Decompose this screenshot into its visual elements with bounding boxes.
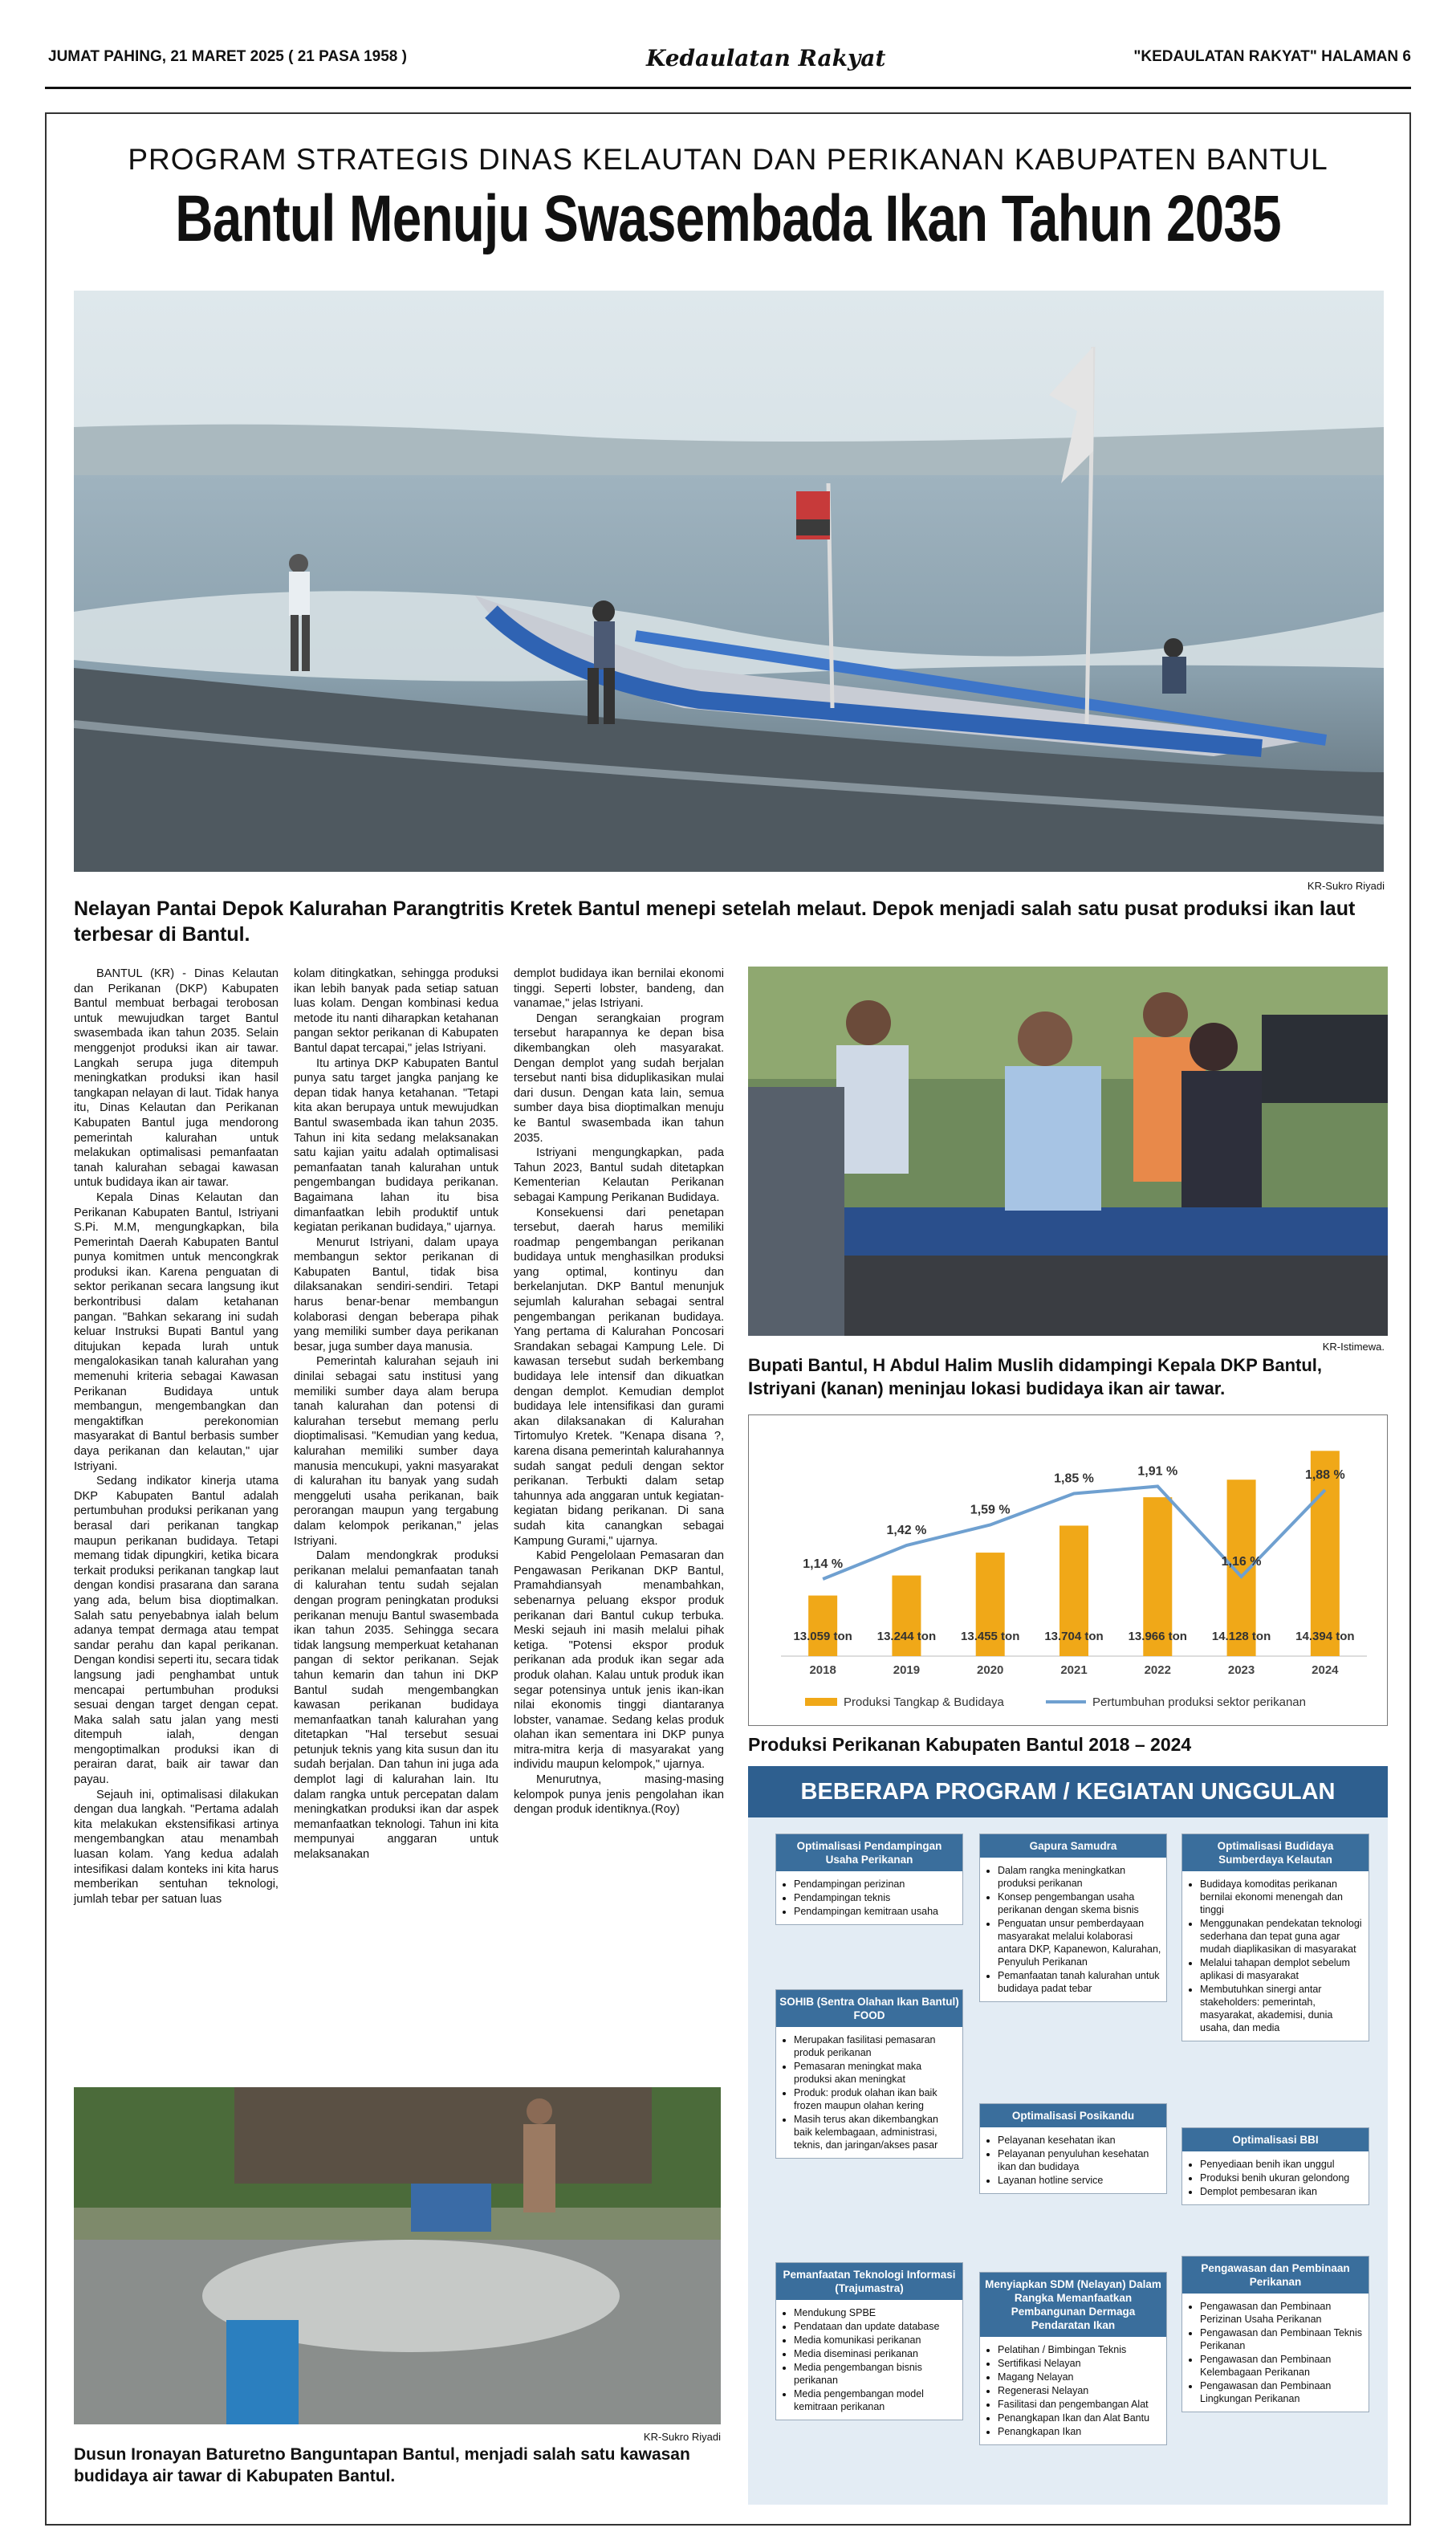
program-card-item: • Pemasaran meningkat maka produksi akan meningkat — [794, 2060, 958, 2086]
paragraph: kolam ditingkatkan, sehingga produksi ikan lebih banyak pada setiap satuan luas kolam. Dengan kombinasi kedua metode itu nanti diharapkan ketahanan pangan sektor perikanan di Kabupaten Bantul dapat tercapai," jelas Istriyani. — [294, 967, 498, 1055]
production-chart-svg — [749, 1415, 1387, 1725]
paragraph: Sejauh ini, optimalisasi dilakukan dengan dua langkah. "Pertama adalah kita melakukan ekstensifikasi artinya mengembangkan atau menambah luasan kolam. Yang kedua adalah intesifikasi dalam konteks ini kita harus memberikan sentuhan teknologi, jumlah tebar per satuan luas — [74, 1788, 279, 1906]
bar-2018 — [808, 1596, 837, 1656]
bottom-photo-caption: Dusun Ironayan Baturetno Banguntapan Bantul, menjadi salah satu kawasan budidaya air tawar di Kabupaten Bantul. — [74, 2445, 690, 2485]
growth-label-2022: 1,91 % — [1137, 1464, 1178, 1479]
program-card-item: • Media komunikasi perikanan — [794, 2334, 958, 2347]
paragraph: Sedang indikator kinerja utama DKP Kabupaten Bantul adalah pertumbuhan produksi perikanan yang berasal dari perikanan tangkap maupun perikanan budidaya. Tetapi memang tidak dipungkiri, ketika bicara terkait produksi perikanan tangkap laut dengan kondisi prasarana dan sarana yang ada, belum bisa dioptimalkan. Salah satu penyebabnya ialah belum adanya tempat dermaga atau tempat sandar perahu dan kapal perikanan. Dengan kondisi seperti itu, secara tidak langsung jadi penghambat untuk mencapai pertumbuhan produksi sesuai dengan target dengan cepat. Maka salah satu jalan yang mesti ditempuh ialah, dengan mengoptimalkan produksi ikan di perairan darat, baik air tawar dan payau. — [74, 1475, 279, 1787]
bar-label-2024: 14.394 ton — [1295, 1630, 1355, 1643]
article-headline: Bantul Menuju Swasembada Ikan Tahun 2035 — [175, 182, 1281, 255]
program-card-item: • Sertifikasi Nelayan — [998, 2357, 1161, 2370]
paragraph: Itu artinya DKP Kabupaten Bantul punya satu target jangka panjang ke depan tidak hanya ketahanan. "Tetapi kita akan berupaya untuk mewujudkan Bantul swasembada ikan tahun 2035. Tahun ini kita sedang melaksanakan satu kajian yaitu adalah optimalisasi pemanfaatan tanah kalurahan untuk pengembangan budidaya perikanan. Bagaimana lahan itu bisa dimanfaatkan lebih produktif untuk kegiatan perikanan budidaya," ujarnya. — [294, 1056, 498, 1235]
paragraph: Kepala Dinas Kelautan dan Perikanan Kabupaten Bantul, Istriyani S.Pi. M.M, mengungkapkan, bila Pemerintah Daerah Kabupaten Bantul punya komitmen untuk mencongkrak produksi ikan. Karena penguatan di sektor perikanan secara langsung ikut berkontribusi dalam ketahanan pangan. "Bahkan sekarang ini sudah keluar Instruksi Bupati Bantul yang ditujukan kepada lurah untuk mengalokasikan tanah kalurahan yang memenuhi kriteria sebagai Kawasan Perikanan Budidaya untuk membangun, mengembangkan dan mengaktifkan perekonomian masyarakat di Bantul berbasis sumber daya perikanan dan kelautan," ujar Istriyani. — [74, 1191, 279, 1473]
program-card-item: • Magang Nelayan — [998, 2371, 1161, 2383]
fish-pond-image — [74, 2087, 721, 2424]
program-card-item: • Pemanfaatan tanah kalurahan untuk budidaya padat tebar — [998, 1969, 1161, 1995]
paragraph: BANTUL (KR) - Dinas Kelautan dan Perikanan (DKP) Kabupaten Bantul membuat berbagai terobosan untuk mewujudkan target Bantul swasembada ikan tahun 2035. Selain menggenjot produksi ikan air tawar. Langkah serupa juga ditempuh meningkatkan produksi ikan hasil tangkapan nelayan di laut. Tidak hanya itu, Dinas Kelautan dan Perikanan Kabupaten Bantul juga mendorong pemerintah kalurahan untuk melakukan optimalisasi pemanfaatan tanah kalurahan sebagai kawasan untuk budidaya ikan air tawar. — [74, 967, 279, 1190]
program-card-list — [787, 1878, 958, 1918]
article-column-1 — [74, 967, 279, 1907]
article-column-3 — [514, 967, 724, 1817]
growth-label-2021: 1,85 % — [1054, 1471, 1094, 1486]
program-card-item: • Media diseminasi perikanan — [794, 2347, 958, 2360]
program-card-item: • Pelayanan kesehatan ikan — [998, 2134, 1161, 2147]
officials-pond-image — [748, 967, 1388, 1336]
page-number: "KEDAULATAN RAKYAT" HALAMAN 6 — [1133, 48, 1411, 65]
program-card-item: • Budidaya komoditas perikanan bernilai ekonomi menengah dan tinggi — [1200, 1878, 1364, 1916]
program-card-item: • Pendampingan teknis — [794, 1891, 958, 1904]
program-card-list — [991, 1864, 1161, 1995]
program-card-title: Optimalisasi BBI — [1182, 2128, 1369, 2151]
program-card-title: Gapura Samudra — [980, 1834, 1166, 1858]
legend-bar-swatch — [805, 1698, 837, 1706]
program-card-item: • Pengawasan dan Pembinaan Teknis Perikanan — [1200, 2326, 1364, 2352]
program-card — [979, 2272, 1167, 2445]
program-card-item: • Penyediaan benih ikan unggul — [1200, 2158, 1364, 2171]
bar-label-2022: 13.966 ton — [1128, 1630, 1187, 1643]
bar-2019 — [892, 1576, 921, 1656]
program-card-item: • Regenerasi Nelayan — [998, 2384, 1161, 2397]
program-card-item: • Fasilitasi dan pengembangan Alat — [998, 2398, 1161, 2411]
article-kicker: PROGRAM STRATEGIS DINAS KELAUTAN DAN PERIKANAN KABUPATEN BANTUL — [128, 143, 1328, 176]
paragraph: demplot budidaya ikan bernilai ekonomi tinggi. Seperti lobster, bandeng, dan vanamae," jelas Istriyani. — [514, 967, 724, 1011]
x-tick-2024: 2024 — [1312, 1663, 1339, 1677]
bar-label-2018: 13.059 ton — [793, 1630, 852, 1643]
bar-label-2021: 13.704 ton — [1044, 1630, 1104, 1643]
bar-label-2023: 14.128 ton — [1211, 1630, 1271, 1643]
newspaper-logo: Kedaulatan Rakyat — [646, 45, 886, 71]
programs-title: BEBERAPA PROGRAM / KEGIATAN UNGGULAN — [748, 1766, 1388, 1817]
program-card-item: • Produk: produk olahan ikan baik frozen maupun olahan kering — [794, 2086, 958, 2112]
program-card — [775, 2262, 963, 2420]
legend-bar-label: Produksi Tangkap & Budidaya — [844, 1695, 1004, 1709]
page-date: JUMAT PAHING, 21 MARET 2025 ( 21 PASA 1958 ) — [48, 48, 407, 65]
growth-label-2019: 1,42 % — [886, 1524, 927, 1537]
program-card-item: • Masih terus akan dikembangkan baik kelembagaan, administrasi, teknis, dan jaringan/akses pasar — [794, 2113, 958, 2151]
x-tick-2020: 2020 — [977, 1663, 1004, 1677]
program-card-title: Pemanfaatan Teknologi Informasi (Trajumastra) — [776, 2263, 962, 2300]
bottom-photo-credit: KR-Sukro Riyadi — [643, 2431, 721, 2443]
program-card — [1181, 2127, 1369, 2205]
program-card-item: • Merupakan fasilitasi pemasaran produk perikanan — [794, 2033, 958, 2059]
program-card-item: • Melalui tahapan demplot sebelum aplikasi di masyarakat — [1200, 1956, 1364, 1982]
x-tick-2022: 2022 — [1144, 1663, 1171, 1677]
main-photo-credit: KR-Sukro Riyadi — [1307, 880, 1385, 892]
program-card-item: • Layanan hotline service — [998, 2174, 1161, 2187]
program-card-item: • Penangkapan Ikan dan Alat Bantu — [998, 2412, 1161, 2424]
program-card-title: Optimalisasi Posikandu — [980, 2104, 1166, 2127]
program-card-item: • Pendampingan kemitraan usaha — [794, 1905, 958, 1918]
paragraph: Menurutnya, masing-masing kelompok punya jenis pengolahan ikan dengan produk identiknya.(Roy) — [514, 1773, 724, 1817]
program-card — [775, 1834, 963, 1925]
growth-label-2023: 1,16 % — [1221, 1555, 1262, 1569]
growth-label-2020: 1,59 % — [970, 1503, 1011, 1517]
program-card-item: • Pengawasan dan Pembinaan Lingkungan Perikanan — [1200, 2379, 1364, 2405]
pond-photo — [74, 2087, 721, 2424]
program-card-item: • Dalam rangka meningkatkan produksi perikanan — [998, 1864, 1161, 1890]
program-card-title: Menyiapkan SDM (Nelayan) Dalam Rangka Memanfaatkan Pembangunan Dermaga Pendaratan Ikan — [980, 2273, 1166, 2337]
right-photo-credit: KR-Istimewa. — [1322, 1341, 1385, 1353]
program-card — [979, 2103, 1167, 2194]
paragraph: Dengan serangkaian program tersebut harapannya ke depan bisa dikembangkan oleh masyarakat. Dengan demplot yang sudah berjalan tersebut nanti bisa diduplikasikan mulai dari dusun. Dengan kata lain, semua sumber daya bisa dioptimalkan menuju ke Bantul swasembada ikan tahun 2035. — [514, 1011, 724, 1145]
program-card — [1181, 1834, 1369, 2041]
program-card-list — [1194, 2300, 1364, 2405]
program-card-title: Optimalisasi Budidaya Sumberdaya Kelautan — [1182, 1834, 1369, 1871]
paragraph: Menurut Istriyani, dalam upaya membangun sektor perikanan di Kabupaten Bantul, tidak bisa dilaksanakan sendiri-sendiri. Tetapi harus benar-benar membangun kolaborasi dengan beberapa pihak yang memiliki sumber daya perikanan besar, juga sumber daya manusia. — [294, 1235, 498, 1353]
article-column-2 — [294, 967, 498, 1862]
growth-label-2018: 1,14 % — [803, 1557, 844, 1571]
program-card-title: Pengawasan dan Pembinaan Perikanan — [1182, 2257, 1369, 2294]
x-tick-2023: 2023 — [1227, 1663, 1255, 1677]
program-card-item: • Membutuhkan sinergi antar stakeholders: pemerintah, masyarakat, akademisi, dunia usaha, dan media — [1200, 1983, 1364, 2034]
program-card — [775, 1989, 963, 2159]
program-card-item: • Media pengembangan model kemitraan perikanan — [794, 2387, 958, 2413]
paragraph: Konsekuensi dari penetapan tersebut, daerah harus memiliki roadmap pengembangan perikanan budidaya untuk menghasilkan produksi yang optimal, kontinyu dan berkelanjutan. DKP Bantul menunjuk sejumlah kalurahan sebagai sentral pengembangan perikanan budidaya. Yang pertama di Kalurahan Poncosari Srandakan sebagai Kampung Lele. Di kawasan tersebut sudah berkembang budidaya lele intensif dan dikuatkan dengan demplot. Kemudian demplot budidaya lele intensifikasi dan gurami akan dilaksanakan di Kalurahan Tirtomulyo Kretek. "Kenapa disana ?, karena disana pemerintah kalurahannya sudah sangat peduli dengan sektor perikanan. Terbukti dalam setap tahunnya ada anggaran untuk kegiatan-kegiatan bidang perikanan. Di sana sudah kita canangkan sebagai Kampung Gurami," ujarnya. — [514, 1206, 724, 1548]
program-card — [979, 1834, 1167, 2002]
header-rule — [45, 87, 1411, 89]
x-tick-2021: 2021 — [1060, 1663, 1088, 1677]
right-photo-caption: Bupati Bantul, H Abdul Halim Muslih didampingi Kepala DKP Bantul, Istriyani (kanan) meninjau lokasi budidaya ikan air tawar. — [748, 1355, 1323, 1398]
program-card-item: • Pelatihan / Bimbingan Teknis — [998, 2343, 1161, 2356]
program-card-item: • Pendataan dan update database — [794, 2320, 958, 2333]
program-card-item: • Pengawasan dan Pembinaan Kelembagaan Perikanan — [1200, 2353, 1364, 2379]
main-photo-caption: Nelayan Pantai Depok Kalurahan Parangtritis Kretek Bantul menepi setelah melaut. Depok menjadi salah satu pusat produksi ikan laut terbesar di Bantul. — [74, 897, 1356, 946]
program-card-item: • Mendukung SPBE — [794, 2306, 958, 2319]
program-card-item: • Pelayanan penyuluhan kesehatan ikan dan budidaya — [998, 2147, 1161, 2173]
main-photo — [74, 291, 1384, 872]
program-card-item: • Pengawasan dan Pembinaan Perizinan Usaha Perikanan — [1200, 2300, 1364, 2326]
program-card-title: SOHIB (Sentra Olahan Ikan Bantul) FOOD — [776, 1990, 962, 2027]
program-card-list — [1194, 2158, 1364, 2198]
program-card — [1181, 2256, 1369, 2412]
legend-line-label: Pertumbuhan produksi sektor perikanan — [1092, 1695, 1306, 1709]
program-card-item: • Penangkapan Ikan — [998, 2425, 1161, 2438]
paragraph: Kabid Pengelolaan Pemasaran dan Pengawasan Perikanan DKP Bantul, Pramahdiansyah menambahkan, sebenarnya peluang ekspor produk perikanan dari Bantul cukup terbuka. Meski sejauh ini masih melalui pihak ketiga. "Potensi ekspor produk perikanan ada produk ikan segar ada produk olahan. Kalau untuk produk ikan segar potensinya untuk jenis ikan-ikan nilai ekonomis tinggi diantaranya lobster, vanamae. Sedang kelas produk olahan ikan sementara ini DKP punya mitra-mitra kerja di masyarakat yang individu maupun kelompok," ujarnya. — [514, 1549, 724, 1772]
program-card-item: • Demplot pembesaran ikan — [1200, 2185, 1364, 2198]
program-card-list — [787, 2306, 958, 2413]
program-card-list — [1194, 1878, 1364, 2034]
production-chart — [748, 1414, 1388, 1726]
x-tick-2019: 2019 — [893, 1663, 921, 1677]
bar-label-2019: 13.244 ton — [876, 1630, 937, 1643]
x-tick-2018: 2018 — [809, 1663, 836, 1677]
bupati-visit-photo — [748, 967, 1388, 1336]
beach-boat-image — [74, 291, 1384, 872]
chart-title: Produksi Perikanan Kabupaten Bantul 2018 – 2024 — [748, 1734, 1192, 1755]
program-card-item: • Produksi benih ukuran gelondong — [1200, 2171, 1364, 2184]
bar-label-2020: 13.455 ton — [961, 1630, 1020, 1643]
program-card-item: • Konsep pengembangan usaha perikanan dengan skema bisnis — [998, 1891, 1161, 1916]
paragraph: Istriyani mengungkapkan, pada Tahun 2023, Bantul sudah ditetapkan Kementerian Kelautan Perikanan sebagai Kampung Perikanan Budidaya. — [514, 1146, 724, 1204]
growth-label-2024: 1,88 % — [1304, 1468, 1345, 1482]
paragraph: Dalam mendongkrak produksi perikanan melalui pemanfaatan tanah di kalurahan tentu sudah sejalan dengan program peningkatan produksi perikanan menuju Bantul swasembada ikan tahun 2035. Sehingga secara tidak langsung memperkuat ketahanan pangan di sektor perikanan. Sejak tahun kemarin dan tahun ini DKP Bantul sudah mengembangkan kawasan perikanan budidaya memanfaatkan tanah kalurahan yang ditetapkan "Hal tersebut sesuai petunjuk teknis yang kita susun dan itu sudah berjalan. Dan tahun ini juga ada demplot lagi di kalurahan lain. Itu dalam rangka untuk percepatan dalam meningkatkan produksi ikan dar aspek memanfaatkan teknologi. Tahun ini kita mempunyai anggaran untuk melaksanakan — [294, 1549, 498, 1862]
program-card-item: • Penguatan unsur pemberdayaan masyarakat melalui kolaborasi antara DKP, Kapanewon, Kalurahan, Penyuluh Perikanan — [998, 1917, 1161, 1968]
program-card-title: Optimalisasi Pendampingan Usaha Perikanan — [776, 1834, 962, 1871]
paragraph: Pemerintah kalurahan sejauh ini dinilai sebagai satu institusi yang memiliki sumber daya alam berupa tanah kalurahan dan potensi di kalurahan tersebut memang perlu dioptimalisasi. "Kemudian yang kedua, kalurahan memiliki sumber daya manusia mencukupi, yakni masyarakat di kalurahan itu banyak yang sudah menggeluti usaha perikanan, baik perorangan maupun yang tergabung dalam kelompok perikanan," jelas Istriyani. — [294, 1355, 498, 1548]
program-card-list — [991, 2343, 1161, 2438]
program-card-list — [991, 2134, 1161, 2187]
program-card-item: • Media pengembangan bisnis perikanan — [794, 2361, 958, 2387]
program-card-item: • Menggunakan pendekatan teknologi sederhana dan tepat guna agar mudah diaplikasikan di masyarakat — [1200, 1917, 1364, 1956]
program-card-item: • Pendampingan perizinan — [794, 1878, 958, 1891]
program-card-list — [787, 2033, 958, 2151]
